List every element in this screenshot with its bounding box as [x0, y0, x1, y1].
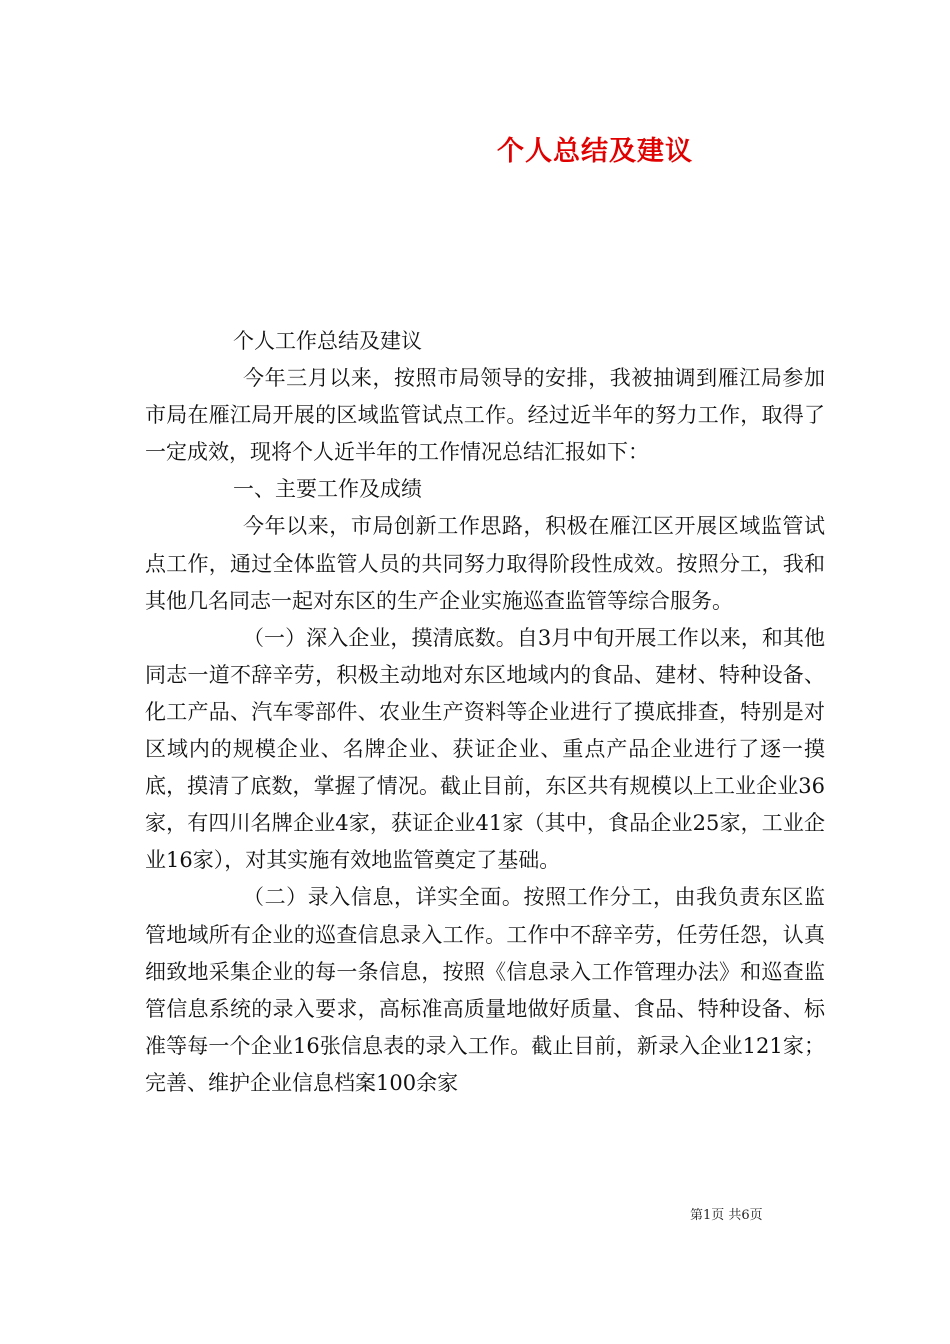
document-title: 个人总结及建议 [497, 136, 693, 167]
paragraph: 今年三月以来，按照市局领导的安排，我被抽调到雁江局参加市局在雁江局开展的区域监管试点工作。经过近半年的努力工作，取得了一定成效，现将个人近半年的工作情况总结汇报如下： [145, 366, 825, 465]
document-body [145, 323, 825, 1102]
paragraph: （二）录入信息，详实全面。按照工作分工，由我负责东区监管地域所有企业的巡查信息录入工作。工作中不辞辛劳，任劳任怨，认真细致地采集企业的每一条信息，按照《信息录入工作管理办法》和巡查监管信息系统的录入要求，高标准高质量地做好质量、食品、特种设备、标准等每一个企业16张信息表的录入工作。截止目前，新录入企业121家；完善、维护企业信息档案100余家 [145, 885, 825, 1095]
section-heading: 一、主要工作及成绩 [233, 477, 422, 502]
document-subtitle: 个人工作总结及建议 [233, 329, 422, 353]
paragraph: （一）深入企业，摸清底数。自3月中旬开展工作以来，和其他同志一道不辞辛劳，积极主动地对东区地域内的食品、建材、特种设备、化工产品、汽车零部件、农业生产资料等企业进行了摸底排查，特别是对区域内的规模企业、名牌企业、获证企业、重点产品企业进行了逐一摸底，摸清了底数，掌握了情况。截止目前，东区共有规模以上工业企业36家，有四川名牌企业4家，获证企业41家（其中，食品企业25家，工业企业16家），对其实施有效地监管奠定了基础。 [145, 625, 825, 873]
paragraph: 今年以来，市局创新工作思路，积极在雁江区开展区域监管试点工作，通过全体监管人员的共同努力取得阶段性成效。按照分工，我和其他几名同志一起对东区的生产企业实施巡查监管等综合服务。 [145, 514, 825, 613]
page-number: 第1页 共6页 [690, 1208, 763, 1223]
